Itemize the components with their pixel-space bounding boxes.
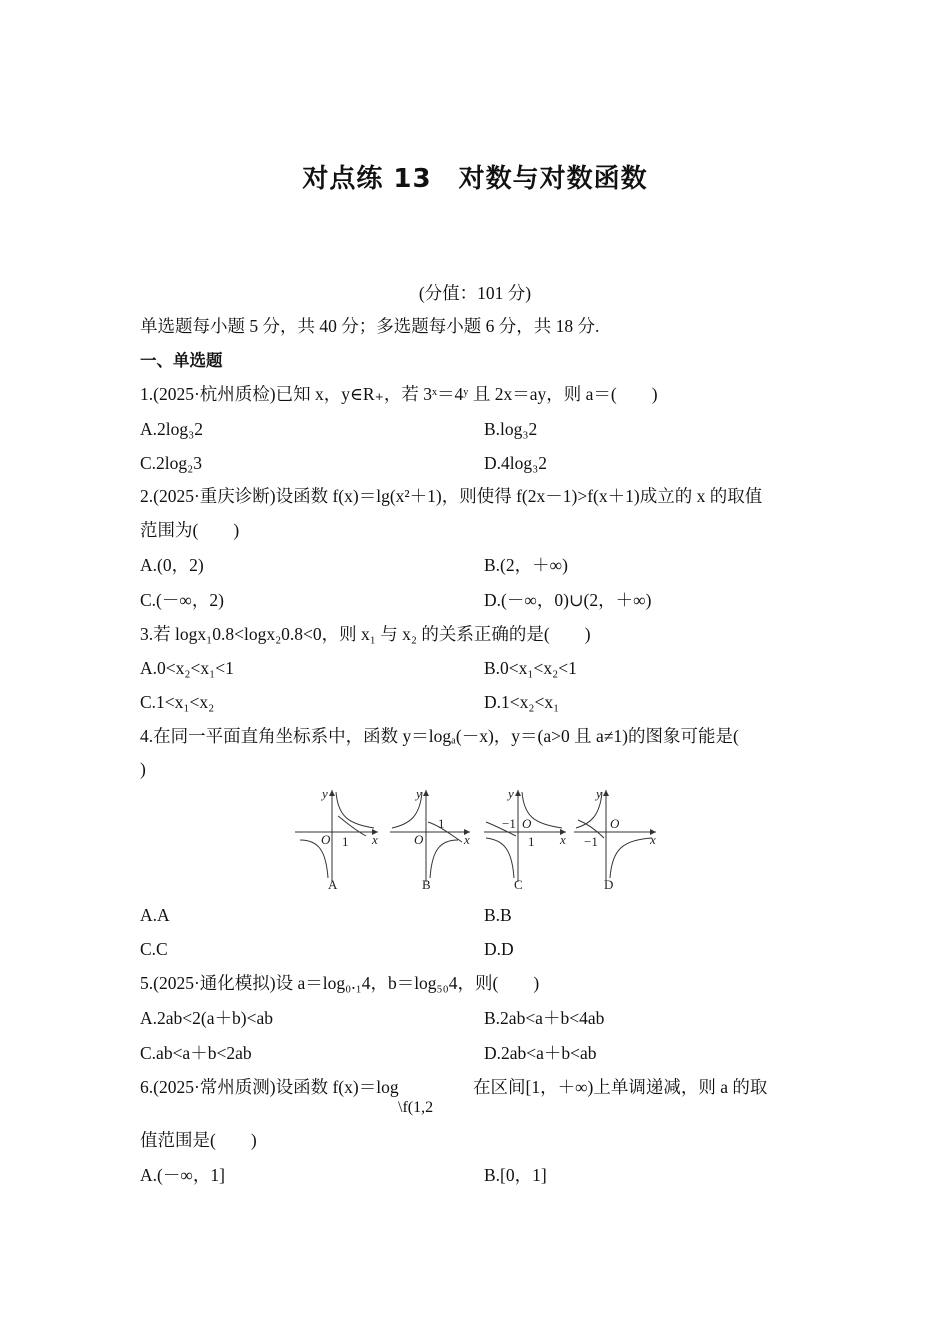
question-4-stem-line2: ) <box>140 759 146 779</box>
score-line: (分值：101 分) <box>418 283 532 303</box>
question-2-stem-line1: 2.(2025·重庆诊断)设函数 f(x)＝lg(x²＋1)，则使得 f(2x－1)>f(x＋1)成立的 x 的取值 <box>140 486 763 506</box>
question-6-stem-line2: 值范围是( ) <box>140 1130 257 1150</box>
svg-text:O: O <box>414 832 424 847</box>
figure-a-label: A <box>328 877 338 892</box>
question-3-stem: 3.若 logx₁0.8<logx₂0.8<0，则 x₁ 与 x₂ 的关系正确的是( ) <box>140 624 591 644</box>
svg-text:O: O <box>610 816 620 831</box>
svg-text:y: y <box>596 786 602 801</box>
q3-option-d[interactable]: D.1<x₂<x₁ <box>484 692 560 712</box>
q5-option-d[interactable]: D.2ab<a＋b<ab <box>484 1043 597 1063</box>
q6-option-b[interactable]: B.[0，1] <box>484 1165 547 1185</box>
q1-option-a[interactable]: A.2log₃2 <box>140 419 203 439</box>
svg-text:1: 1 <box>528 834 535 849</box>
figure-d <box>574 786 656 892</box>
page-title: 对点练 13 对数与对数函数 <box>302 164 648 194</box>
q4-option-a[interactable]: A.A <box>140 905 170 925</box>
svg-text:1: 1 <box>438 816 445 831</box>
q1-option-b[interactable]: B.log₃2 <box>484 419 538 439</box>
q2-option-c[interactable]: C.(－∞，2) <box>140 590 224 610</box>
q1-option-c[interactable]: C.2log₂3 <box>140 453 203 473</box>
q6-option-a[interactable]: A.(－∞，1] <box>140 1165 225 1185</box>
q2-option-a[interactable]: A.(0，2) <box>140 555 204 575</box>
q1-option-d[interactable]: D.4log₃2 <box>484 453 547 473</box>
instructions: 单选题每小题 5 分，共 40 分；多选题每小题 6 分，共 18 分. <box>140 316 600 336</box>
question-5-stem: 5.(2025·通化模拟)设 a＝log₀.₁4，b＝log₅₀4，则( ) <box>140 973 540 993</box>
q3-option-a[interactable]: A.0<x₂<x₁<1 <box>140 658 234 678</box>
q2-option-b[interactable]: B.(2，＋∞) <box>484 555 568 575</box>
graph-figures <box>290 786 670 892</box>
figure-a <box>295 786 378 892</box>
q5-option-b[interactable]: B.2ab<a＋b<4ab <box>484 1008 605 1028</box>
q3-option-b[interactable]: B.0<x₁<x₂<1 <box>484 658 577 678</box>
question-4-stem-line1: 4.在同一平面直角坐标系中，函数 y＝logₐ(－x)，y＝(a>0 且 a≠1)的图象可能是( <box>140 726 739 746</box>
svg-text:x: x <box>372 832 378 847</box>
svg-text:x: x <box>464 832 470 847</box>
svg-text:y: y <box>508 786 514 801</box>
svg-text:y: y <box>416 786 422 801</box>
svg-text:−1: −1 <box>584 834 598 849</box>
svg-text:1: 1 <box>342 834 349 849</box>
q2-option-d[interactable]: D.(－∞，0)∪(2，＋∞) <box>484 590 652 610</box>
section-heading: 一、单选题 <box>140 351 223 370</box>
question-1-stem: 1.(2025·杭州质检)已知 x，y∈R₊，若 3ˣ＝4ʸ 且 2x＝ay，则 a＝( ) <box>140 384 658 404</box>
q4-option-b[interactable]: B.B <box>484 905 512 925</box>
question-2-stem-line2: 范围为( ) <box>140 520 240 540</box>
figure-c <box>484 786 566 892</box>
svg-text:x: x <box>650 832 656 847</box>
svg-text:O: O <box>522 816 532 831</box>
question-6-stem-part1: 6.(2025·常州质测)设函数 f(x)＝log <box>140 1077 399 1097</box>
question-6-subscript: \f(1,2 <box>398 1099 434 1116</box>
svg-text:x: x <box>560 832 566 847</box>
svg-text:−1: −1 <box>502 816 516 831</box>
figure-b-label: B <box>422 877 431 892</box>
q5-option-c[interactable]: C.ab<a＋b<2ab <box>140 1043 252 1063</box>
question-6-stem-part2: 在区间[1，＋∞)上单调递减，则 a 的取 <box>473 1077 768 1097</box>
figure-d-label: D <box>604 877 614 892</box>
q5-option-a[interactable]: A.2ab<2(a＋b)<ab <box>140 1008 273 1028</box>
q4-option-d[interactable]: D.D <box>484 939 514 959</box>
svg-text:O: O <box>321 832 331 847</box>
q4-option-c[interactable]: C.C <box>140 939 168 959</box>
figure-c-label: C <box>514 877 523 892</box>
figure-b <box>390 786 470 892</box>
q3-option-c[interactable]: C.1<x₁<x₂ <box>140 692 215 712</box>
svg-text:y: y <box>322 786 328 801</box>
